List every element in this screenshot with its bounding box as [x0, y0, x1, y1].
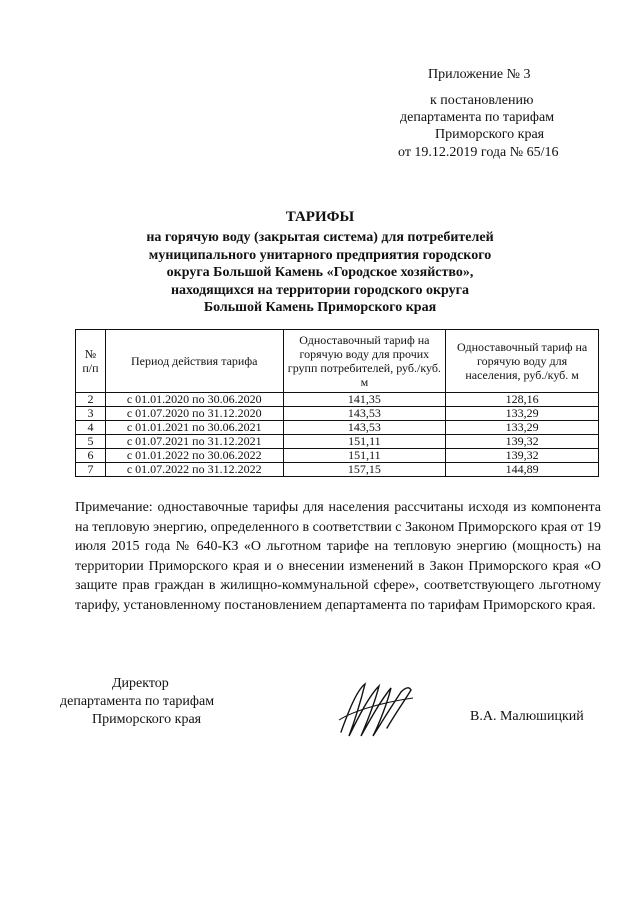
cell-tariff-population: 144,89: [446, 463, 599, 477]
cell-period: с 01.01.2022 по 30.06.2022: [105, 449, 283, 463]
cell-tariff-population: 139,32: [446, 449, 599, 463]
appendix-ref-line: к постановлению: [430, 93, 534, 108]
cell-number: 2: [76, 393, 106, 407]
appendix-number: Приложение № 3: [428, 67, 531, 82]
cell-number: 5: [76, 435, 106, 449]
cell-tariff-population: 133,29: [446, 407, 599, 421]
signatory-region: Приморского края: [92, 712, 202, 727]
tariff-table: [75, 329, 599, 477]
cell-period: с 01.07.2020 по 31.12.2020: [105, 407, 283, 421]
header-tariff-population: Одноставочный тариф на горячую воду для населения, руб./куб. м: [446, 330, 599, 393]
table-row: [76, 421, 599, 435]
signatory-name: В.А. Малюшицкий: [470, 709, 584, 724]
cell-tariff-other: 157,15: [283, 463, 446, 477]
subtitle-line: на горячую воду (закрытая система) для потребителей: [146, 230, 494, 245]
table-row: [76, 407, 599, 421]
cell-number: 6: [76, 449, 106, 463]
cell-number: 7: [76, 463, 106, 477]
cell-tariff-population: 139,32: [446, 435, 599, 449]
subtitle-line: находящихся на территории городского округа: [170, 282, 470, 298]
document-title: ТАРИФЫ: [285, 209, 355, 225]
cell-tariff-other: 143,53: [283, 421, 446, 435]
table-header-row: [76, 330, 599, 393]
subtitle-line: округа Большой Камень «Городское хозяйство»,: [166, 265, 474, 281]
cell-number: 3: [76, 407, 106, 421]
signatory-title: Директор: [112, 676, 169, 691]
cell-tariff-other: 151,11: [283, 435, 446, 449]
header-tariff-other: Одноставочный тариф на горячую воду для прочих групп потребителей, руб./куб. м: [283, 330, 446, 393]
subtitle-line: Большой Камень Приморского края: [203, 300, 437, 316]
table-row: [76, 393, 599, 407]
appendix-date-line: от 19.12.2019 года № 65/16: [398, 145, 559, 160]
subtitle-line: муниципального унитарного предприятия городского: [148, 247, 492, 263]
cell-period: с 01.07.2021 по 31.12.2021: [105, 435, 283, 449]
cell-tariff-other: 141,35: [283, 393, 446, 407]
table-row: [76, 449, 599, 463]
cell-period: с 01.01.2020 по 30.06.2020: [105, 393, 283, 407]
cell-period: с 01.01.2021 по 30.06.2021: [105, 421, 283, 435]
cell-tariff-other: 151,11: [283, 449, 446, 463]
cell-number: 4: [76, 421, 106, 435]
signatory-position: [60, 675, 214, 729]
note-paragraph: Примечание: одноставочные тарифы для населения рассчитаны исходя из компонента на тепловую энергию, определенного в соответствии с Законом Приморского края от 19 июля 2015 года № 640-КЗ «О льготном тарифе на тепловую энергию (мощность) на территории Приморского края и о внесении изменений в Закон Приморского края «О защите прав граждан в жилищно-коммунальной сфере», соответствующего льготному тарифу, установленному постановлением департамента по тарифам Приморского края.: [75, 500, 601, 613]
document-subtitle: [0, 229, 640, 317]
handwritten-signature: [335, 680, 415, 740]
appendix-region-line: Приморского края: [435, 127, 545, 142]
cell-tariff-population: 133,29: [446, 421, 599, 435]
appendix-dept-line: департамента по тарифам: [400, 110, 555, 125]
header-period: Период действия тарифа: [105, 330, 283, 393]
header-number: № п/п: [76, 330, 106, 393]
table-row: [76, 435, 599, 449]
cell-tariff-other: 143,53: [283, 407, 446, 421]
cell-tariff-population: 128,16: [446, 393, 599, 407]
signatory-dept: департамента по тарифам: [60, 694, 215, 709]
cell-period: с 01.07.2022 по 31.12.2022: [105, 463, 283, 477]
table-row: [76, 463, 599, 477]
